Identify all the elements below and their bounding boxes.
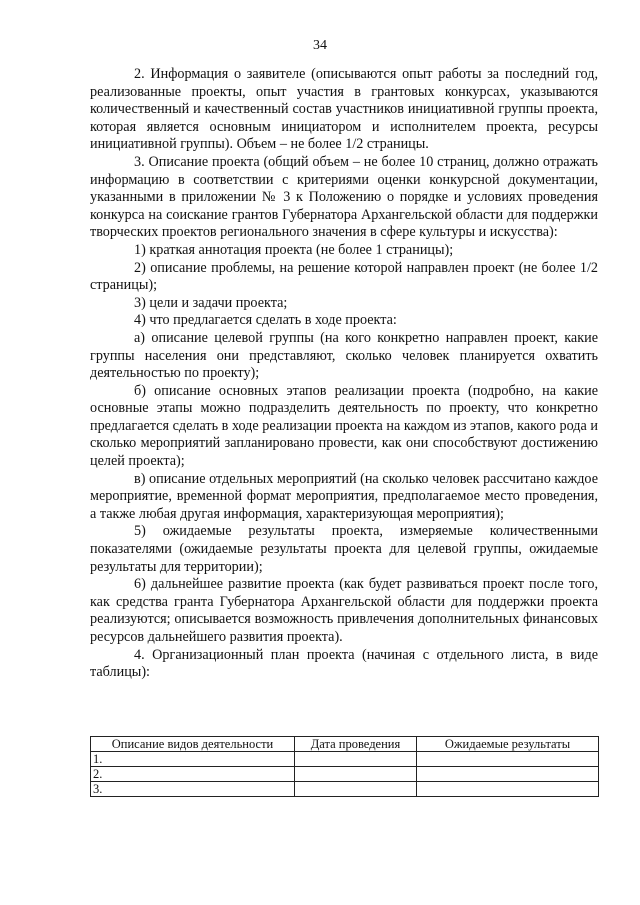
paragraph-project-description: 3. Описание проекта (общий объем – не более 10 страниц, должно отражать информацию в соответствии с критериями оценки конкурсной документации, указанными в приложении № 3 к Положению о порядке и условиях проведения конкурса на соискание грантов Губернатора Архангельской области для поддержки творческих проектов регионального значения в сфере культуры и искусства): [90,153,598,241]
column-header-date: Дата проведения [295,737,417,752]
paragraph-applicant-info: 2. Информация о заявителе (описываются опыт работы за последний год, реализованные проекты, опыт участия в грантовых конкурсах, указываются количественный и качественный состав участников инициативной группы проекта, которая является основным инициатором и исполнителем проекта, ресурсы инициативной группы). Объем – не более 1/2 страницы. [90,66,598,153]
table-row [91,752,599,767]
list-item-expected-results: 5) ожидаемые результаты проекта, измеряемые количественными показателями (ожидаемые результаты проекта для целевой группы, ожидаемые результаты для территории); [90,523,598,575]
list-item-planned-actions: 4) что предлагается сделать в ходе проекта: [134,312,397,329]
table-row [91,782,599,797]
list-item-further-development: 6) дальнейшее развитие проекта (как будет развиваться проект после того, как средства гранта Губернатора Архангельской области для поддержки проекта реализуются; описывается возможность привлечения дополнительных финансовых ресурсов дальнейшего развития проекта). [90,576,598,645]
table-cell [417,752,599,767]
paragraph-organizational-plan: 4. Организационный план проекта (начиная с отдельного листа, в виде таблицы): [90,646,598,681]
column-header-results: Ожидаемые результаты [417,737,599,752]
sub-item-events: в) описание отдельных мероприятий (на сколько человек рассчитано каждое мероприятие, временной формат мероприятия, предполагаемое место проведения, а также любая другая информация, характеризующая мероприятия); [90,470,598,522]
sub-item-target-group: а) описание целевой группы (на кого конкретно направлен проект, какие группы населения они представляют, сколько человек планируется охватить деятельностью по проекту); [90,329,598,382]
list-item-goals: 3) цели и задачи проекта; [134,294,288,311]
body-text [90,66,598,682]
table-row [91,767,599,782]
column-header-activities: Описание видов деятельности [91,737,295,752]
table-cell: 1. [91,752,295,767]
table-cell: 2. [91,767,295,782]
organizational-plan-table [90,736,599,797]
sub-item-stages: б) описание основных этапов реализации проекта (подробно, на какие основные этапы можно подразделить деятельность по проекту, что конкретно предлагается сделать в ходе реализации проекта на каждом из этапов, какого рода и сколько мероприятий запланировано провести, как они способствуют достижению целей проекта); [90,382,598,470]
table-cell [417,767,599,782]
table-header-row [91,737,599,752]
list-item-problem: 2) описание проблемы, на решение которой направлен проект (не более 1/2 страницы); [90,259,598,294]
table-cell [295,782,417,797]
table-cell [295,752,417,767]
table-cell: 3. [91,782,295,797]
page-number: 34 [313,38,327,53]
list-item-annotation: 1) краткая аннотация проекта (не более 1 страницы); [134,241,454,258]
table-cell [417,782,599,797]
table-cell [295,767,417,782]
